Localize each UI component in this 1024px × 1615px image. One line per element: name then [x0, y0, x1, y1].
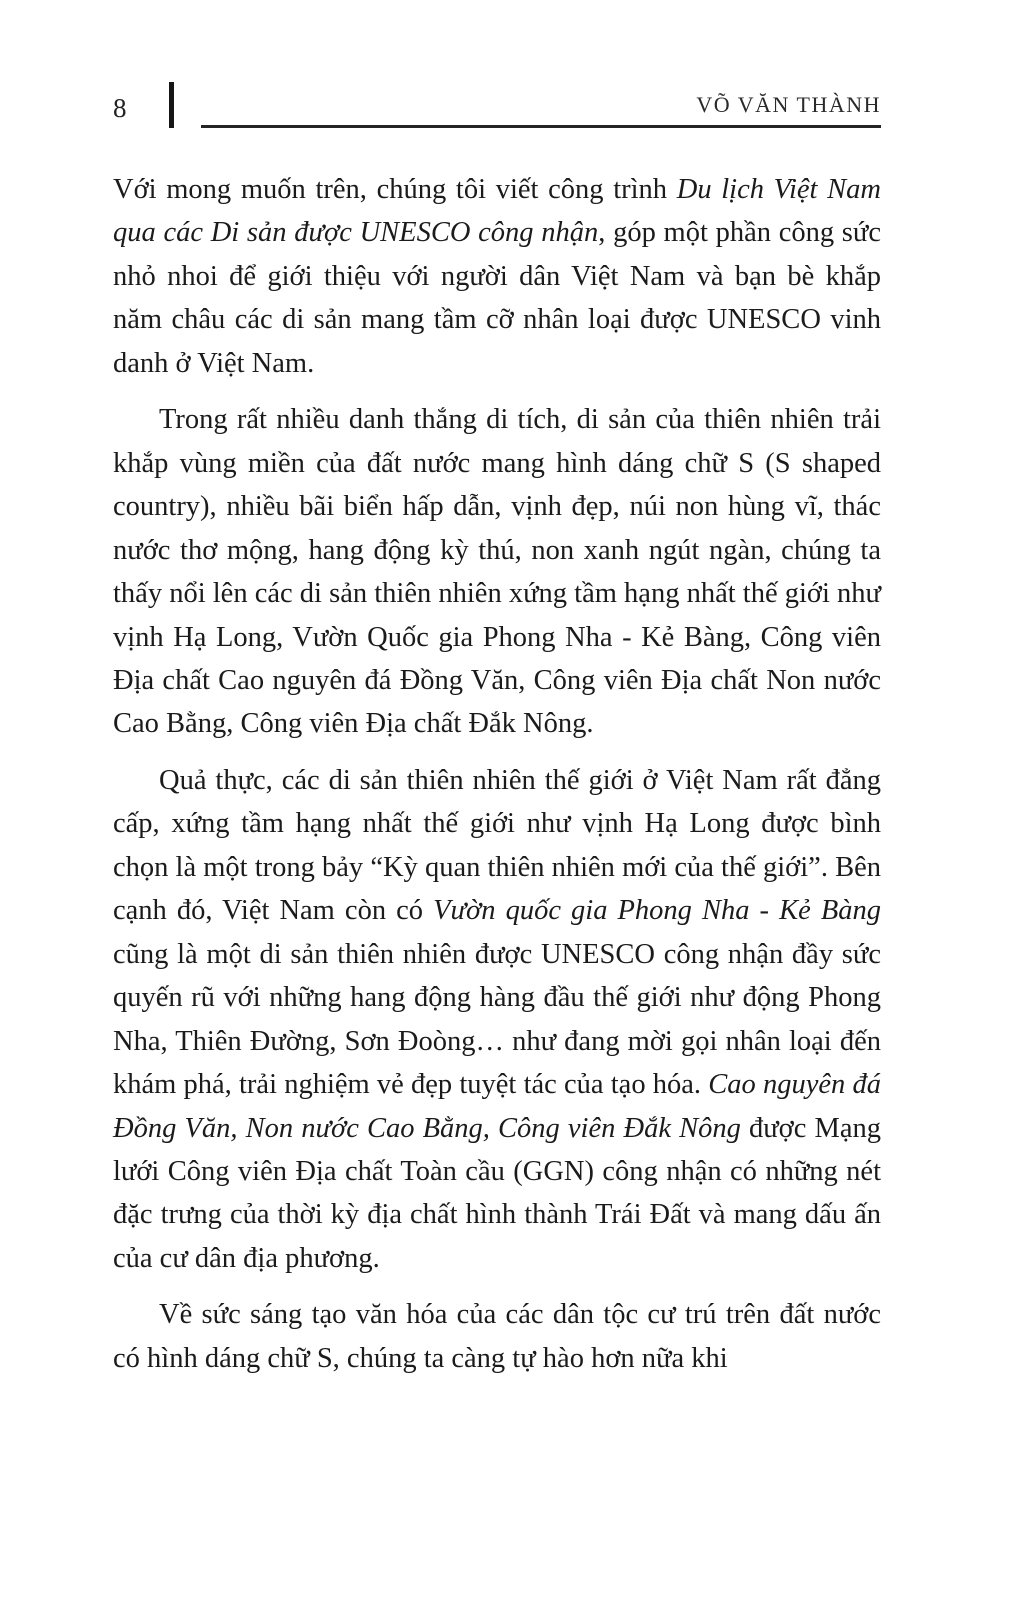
paragraph-4 — [113, 1293, 881, 1380]
text-segment: Với mong muốn trên, chúng tôi viết công trình — [113, 174, 677, 205]
text-segment: , góp một phần công sức nhỏ nhoi để giới thiệu với người dân Việt Nam và bạn bè khắp năm châu các di sản mang tầm cỡ nhân loại được UNESCO vinh danh ở Việt Nam. — [113, 217, 881, 379]
header-rule — [201, 82, 881, 128]
paragraph-1 — [113, 168, 881, 385]
page-number: 8 — [113, 93, 127, 123]
text-segment: Trong rất nhiều danh thắng di tích, di sản của thiên nhiên trải khắp vùng miền của đất nước mang hình dáng chữ S (S shaped country), nhiều bãi biển hấp dẫn, vịnh đẹp, núi non hùng vĩ, thác nước thơ mộng, hang động kỳ thú, non xanh ngút ngàn, chúng ta thấy nổi lên các di sản thiên nhiên xứng tầm hạng nhất thế giới như vịnh Hạ Long, Vườn Quốc gia Phong Nha - Kẻ Bàng, Công viên Địa chất Cao nguyên đá Đồng Văn, Công viên Địa chất Non nước Cao Bằng, Công viên Địa chất Đắk Nông. — [113, 404, 881, 740]
paragraph-2 — [113, 398, 881, 746]
author-name: VÕ VĂN THÀNH — [696, 92, 881, 117]
paragraph-3 — [113, 759, 881, 1280]
text-segment-italic: Du lịch Việt Nam qua các Di sản được UNESCO công nhận — [113, 174, 881, 249]
text-segment: Quả thực, các di sản thiên nhiên thế giới ở Việt Nam rất đẳng cấp, xứng tầm hạng nhất thế giới như vịnh Hạ Long được bình chọn là một trong bảy “Kỳ quan thiên nhiên mới của thế giới”. Bên cạnh đó, Việt Nam còn có — [113, 764, 881, 927]
text-segment: Về sức sáng tạo văn hóa của các dân tộc cư trú trên đất nước có hình dáng chữ S, chúng ta càng tự hào hơn nữa khi — [113, 1299, 881, 1374]
page-body — [113, 168, 881, 1393]
text-segment: cũng là một di sản thiên nhiên được UNESCO công nhận đầy sức quyến rũ với những hang động hàng đầu thế giới như động Phong Nha, Thiên Đường, Sơn Đoòng… như đang mời gọi nhân loại đến khám phá, trải nghiệm vẻ đẹp tuyệt tác của tạo hóa. — [113, 938, 881, 1101]
text-segment-italic: Cao nguyên đá Đồng Văn, Non nước Cao Bằng, Công viên Đắk Nông — [113, 1069, 881, 1144]
header-vertical-bar — [169, 82, 174, 128]
page-header — [113, 82, 881, 128]
text-segment-italic: Vườn quốc gia Phong Nha - Kẻ Bàng — [433, 895, 881, 927]
text-segment: được Mạng lưới Công viên Địa chất Toàn cầu (GGN) công nhận có những nét đặc trưng của thời kỳ địa chất hình thành Trái Đất và mang dấu ấn của cư dân địa phương. — [113, 1112, 881, 1274]
